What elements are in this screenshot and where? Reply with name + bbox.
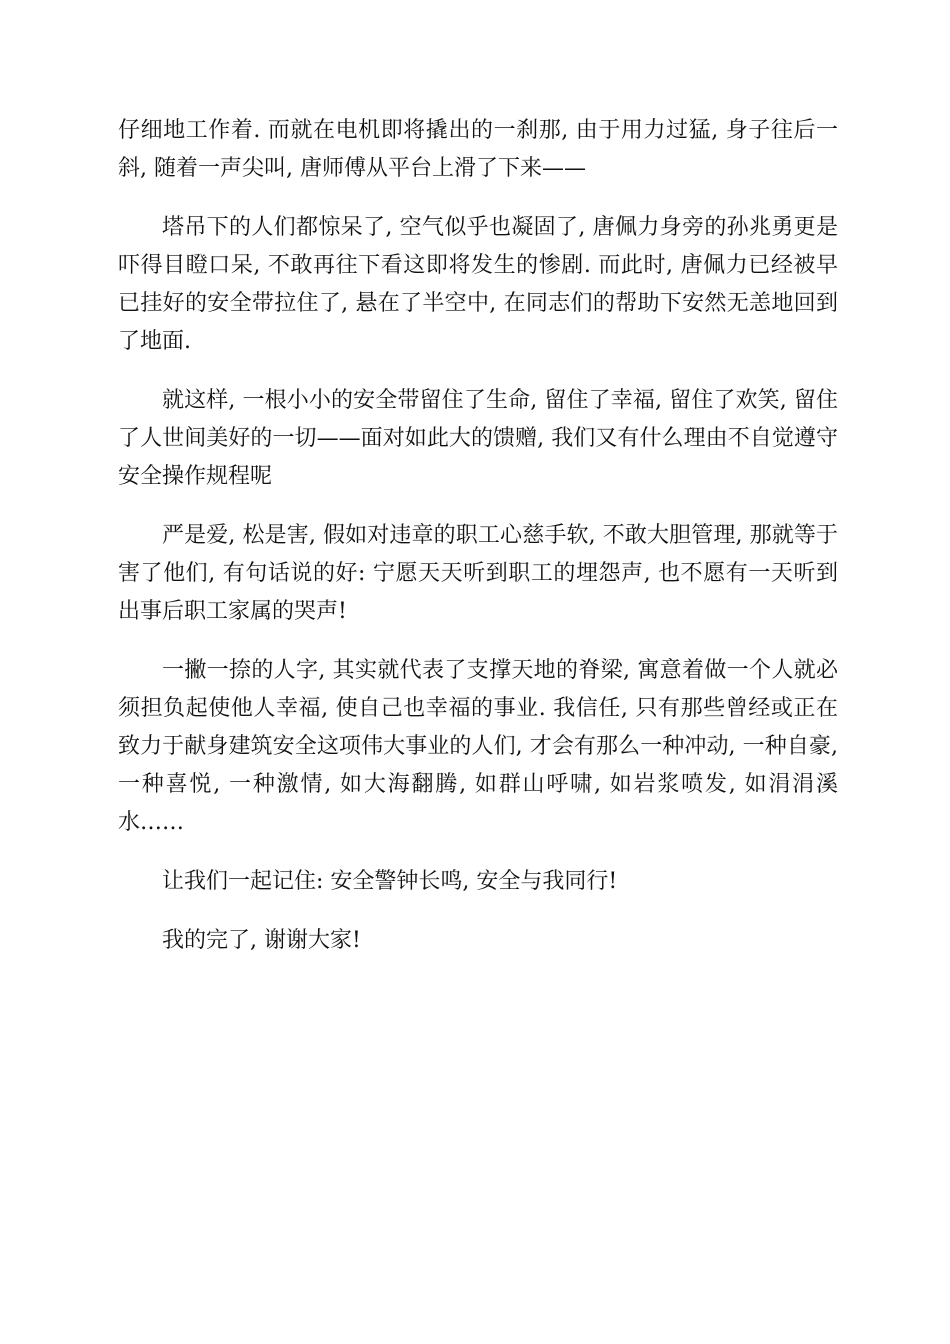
paragraph-closing: 我的完了, 谢谢大家! (162, 928, 361, 953)
paragraph-human-character: 一撇一捺的人字, 其实就代表了支撑天地的脊梁, 寓意着做一个人就必须担负起使他人幸福, 使自己也幸福的事业. 我信任, 只有那些曾经或正在致力于献身建筑安全这项伟大事业的人们, 才会有那么一种冲动, 一种自豪, 一种喜悦, 一种激情, 如大海翻腾, 如群山呼啸, 如岩浆喷发, 如涓涓溪水…… (118, 658, 838, 835)
paragraph-slogan: 让我们一起记住: 安全警钟长鸣, 安全与我同行! (162, 869, 618, 894)
paragraph-accident-aftermath: 塔吊下的人们都惊呆了, 空气似乎也凝固了, 唐佩力身旁的孙兆勇更是吓得目瞪口呆, 不敢再往下看这即将发生的惨剧. 而此时, 唐佩力已经被早已挂好的安全带拉住了, 悬在了半空中, 在同志们的帮助下安然无恙地回到了地面. (118, 215, 838, 354)
paragraph-safety-belt: 就这样, 一根小小的安全带留住了生命, 留住了幸福, 留住了欢笑, 留住了人世间美好的一切——面对如此大的馈赠, 我们又有什么理由不自觉遵守安全操作规程呢 (118, 388, 838, 489)
paragraph-strict-management: 严是爱, 松是害, 假如对违章的职工心慈手软, 不敢大胆管理, 那就等于害了他们, 有句话说的好: 宁愿天天听到职工的埋怨声, 也不愿有一天听到出事后职工家属的哭声! (118, 523, 838, 624)
paragraph-continuation: 仔细地工作着. 而就在电机即将撬出的一刹那, 由于用力过猛, 身子往后一斜, 随着一声尖叫, 唐师傅从平台上滑了下来—— (118, 118, 838, 181)
document-body (118, 112, 838, 981)
